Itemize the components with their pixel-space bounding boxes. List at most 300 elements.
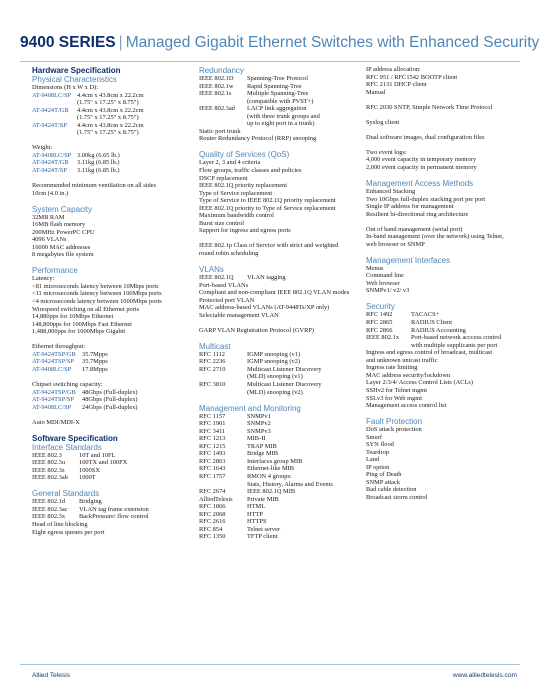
spec-line: 4,000 event capacity in temporary memory	[366, 156, 477, 164]
spec-key: RFC 1213	[199, 435, 226, 443]
spec-key: RFC 2710	[199, 365, 226, 373]
spec-value: 48Gbps (Full-duplex)	[82, 396, 138, 404]
spec-key	[199, 481, 247, 489]
spec-line: Two event logs:	[366, 148, 407, 156]
spec-line: SSHv2 for Telnet mgmt	[366, 386, 428, 394]
spec-key: RFC 854	[199, 525, 223, 533]
spec-key: RFC 1901	[199, 420, 226, 428]
spec-value: Telnet server	[247, 525, 281, 533]
spec-line: Ethernet throughput:	[32, 343, 86, 351]
spec-value: 35.7Mpps	[82, 350, 108, 358]
spacer	[32, 373, 182, 381]
spec-line: Eight egress queues per port	[32, 528, 105, 536]
spec-line: Burst size control	[199, 219, 245, 227]
redundancy-heading: Redundancy	[199, 66, 244, 75]
spec-key: RFC 1866	[199, 503, 226, 511]
spec-key: AT-9408LC/SP	[32, 403, 72, 411]
spec-row	[199, 435, 349, 443]
spec-row	[366, 342, 526, 350]
spec-row	[32, 498, 182, 506]
spec-line: Bad cable detection	[366, 486, 417, 494]
spec-row	[199, 274, 349, 282]
spec-row	[32, 396, 182, 404]
spec-value: 1000T	[79, 474, 96, 482]
spec-line: MAC address-based VLANs (AT-9448Ts/XP only)	[199, 304, 330, 312]
spacer	[199, 334, 349, 342]
dimension-imperial: (1.75" x 17.25" x 8.75")	[77, 114, 139, 122]
spec-key: IEEE 802.3ac	[32, 505, 68, 513]
spec-line: SNMP attack	[366, 478, 401, 486]
spec-line: Auto MDI/MDI-X	[32, 418, 80, 426]
spec-row	[32, 404, 182, 412]
spec-key	[199, 389, 247, 397]
spec-value: IGMP snooping (v1)	[247, 350, 301, 358]
spec-row	[32, 152, 182, 160]
spec-value: TFTP client	[247, 533, 278, 541]
spec-line: <81 microseconds latency between 10Mbps ports	[32, 282, 159, 290]
spec-key: IEEE 802.1s	[199, 90, 232, 98]
spec-value: 17.8Mpps	[82, 365, 108, 373]
header-rule	[20, 61, 520, 62]
page-header	[20, 34, 540, 58]
spec-key: IEEE 802.3ad	[199, 105, 235, 113]
spec-value: (MLD) snooping (v1)	[247, 373, 303, 381]
spec-line: Selectable management VLAN	[199, 311, 279, 319]
spec-key	[366, 342, 411, 350]
spec-key: RFC 1493	[199, 450, 226, 458]
spec-line: Router Redundancy Protocol (RRP) snooping	[199, 135, 317, 143]
spec-key: RFC 3810	[199, 381, 226, 388]
spec-key: AT-9408LC/SP	[32, 365, 72, 373]
spec-line: RFC 951 / RFC1542 BOOTP client	[366, 73, 458, 81]
spec-value: up to eight port in a trunk)	[247, 120, 315, 128]
spacer	[32, 99, 77, 107]
spacer	[366, 218, 526, 226]
spec-line: Weight:	[32, 144, 53, 152]
model-name: AT-9424T/SP	[32, 121, 67, 129]
spacer	[366, 171, 526, 179]
spec-row	[199, 351, 349, 359]
spec-value: (compatible with PVST+)	[247, 97, 314, 105]
spec-row	[199, 90, 349, 98]
spacer	[366, 295, 526, 303]
spec-key	[199, 120, 247, 128]
spec-value: LACP link aggregation	[247, 105, 307, 113]
spec-row	[199, 120, 349, 128]
spec-key: RFC 1215	[199, 442, 226, 450]
spec-key: AT-9424TSP/GB	[32, 388, 76, 396]
dimension-metric: 4.4cm x 43.8cm x 22.2cm	[77, 106, 144, 114]
spec-line: Command line	[366, 272, 404, 280]
spec-line: SNMPv1/ v2/ v3	[366, 287, 410, 295]
performance-heading: Performance	[32, 266, 78, 276]
dimension-imperial: (1.75" x 17.25" x 8.75")	[77, 129, 139, 137]
spec-line: Syslog client	[366, 118, 400, 126]
spec-value: SNMPv2	[247, 420, 271, 428]
spec-line: 148,800pps for 100Mbps Fast Ethernet	[32, 320, 132, 328]
spec-line: Wirespeed switching on all Ethernet ports	[32, 305, 140, 313]
spec-line: IEEE 802.1p Class of Service with strict and weighted	[199, 242, 339, 250]
spec-value: IEEE 802.1Q MIB	[247, 488, 296, 496]
spec-row	[199, 481, 349, 489]
spec-line: Type of Service to IEEE 802.1Q priority replacement	[199, 197, 336, 205]
spec-value: HTTPS	[247, 518, 267, 526]
spec-line: Single IP address for management	[366, 203, 454, 211]
spec-key: RFC 1350	[199, 533, 226, 541]
spec-line: Dimensions (H x W x D):	[32, 84, 98, 91]
spec-line: GARP VLAN Registration Protocol (GVRP)	[199, 326, 315, 334]
spec-row	[199, 511, 349, 519]
spacer	[32, 175, 182, 183]
spec-line: 200MHz PowerPC CPU	[32, 228, 95, 236]
spec-row	[199, 465, 349, 473]
spec-line: and unknown unicast traffic	[366, 356, 438, 364]
spec-value: Private MIB	[247, 495, 279, 503]
spec-key: RFC 1757	[199, 472, 226, 480]
qos-heading: Quality of Services (QoS)	[199, 150, 290, 160]
spacer	[199, 257, 349, 265]
spec-line: IP address allocation:	[366, 66, 421, 73]
spec-key: RFC 2068	[199, 510, 226, 518]
software-spec-heading: Software Specification	[32, 433, 118, 443]
spec-key: RFC 1492	[366, 311, 393, 319]
spec-row	[32, 506, 182, 514]
spec-line: Layer 2, 3 and 4 criteria	[199, 159, 261, 167]
spec-value: Multicast Listener Discovery	[247, 365, 322, 373]
spec-row	[199, 373, 349, 381]
spec-line: Menus	[366, 264, 384, 272]
spec-line: Resilient bi-directional ring architecture	[366, 210, 469, 218]
spec-line: Recommended minimum ventilation on all sides	[32, 182, 157, 190]
spec-line: <4 microseconds latency between 1000Mbps ports	[32, 298, 162, 306]
dimension-row	[32, 107, 182, 115]
spec-line: RFC 2131 DHCP client	[366, 81, 427, 89]
spec-key: RFC 2616	[199, 518, 226, 526]
spacer	[366, 141, 526, 149]
spec-key: RFC 2674	[199, 488, 226, 496]
column-right	[366, 66, 526, 502]
spec-value: Bridging	[79, 498, 102, 506]
spec-line: DoS attack protection	[366, 426, 422, 434]
spec-key: AT-9424T/GB	[32, 159, 69, 167]
spec-key: IEEE 802.3ab	[32, 474, 68, 482]
spec-row	[32, 389, 182, 397]
spec-line: Broadcast storm control	[366, 494, 428, 502]
spec-key: IEEE 802.3x	[32, 513, 66, 521]
spec-value: BackPressure/ flow control	[79, 513, 149, 521]
dimension-imperial: (1.75" x 17.25" x 8.75")	[77, 99, 139, 107]
dimension-metric: 4.4cm x 43.8cm x 22.2cm	[77, 91, 144, 99]
spec-row	[199, 526, 349, 534]
spec-line: web browser or SNMP	[366, 240, 425, 248]
spec-row	[199, 533, 349, 541]
spacer	[199, 235, 349, 243]
spec-row	[32, 167, 182, 175]
spec-line: Teardrop	[366, 448, 389, 456]
spec-line: Layer 2/3/4/ Access Control Lists (ACLs)	[366, 379, 474, 387]
spec-row	[199, 518, 349, 526]
spec-value: 100TX and 100FX	[79, 459, 128, 467]
spec-key: AT-9408LC/SP	[32, 151, 72, 159]
spec-value: 35.7Mpps	[82, 358, 108, 366]
spec-line: Protected port VLAN	[199, 296, 255, 304]
spec-value: Rapid Spanning-Tree	[247, 82, 302, 90]
spec-row	[199, 98, 349, 106]
spec-row	[199, 389, 349, 397]
spec-row	[32, 358, 182, 366]
spec-line: Land	[366, 456, 380, 464]
spacer	[366, 126, 526, 134]
series-subtitle: Managed Gigabit Ethernet Switches with Enhanced Security	[125, 34, 540, 51]
spec-value: Multicast Listener Discovery	[247, 381, 322, 388]
spec-key	[199, 373, 247, 381]
management-access-methods-heading: Management Access Methods	[366, 178, 474, 188]
spec-value: VLAN tag frame extension	[79, 505, 149, 513]
spec-value: HTTP	[247, 510, 263, 518]
spacer	[366, 248, 526, 256]
spec-row	[199, 420, 349, 428]
spec-line: Ingress rate limiting	[366, 364, 418, 372]
spec-key: RFC 2236	[199, 358, 226, 366]
spec-value: 3.11kg (6.85 lb.)	[77, 166, 120, 174]
spec-value: (MLD) snooping (v2)	[247, 388, 303, 396]
spacer	[199, 396, 349, 404]
title-separator: |	[118, 34, 123, 51]
spec-row	[199, 428, 349, 436]
spec-row	[199, 458, 349, 466]
spec-key: AlliedTelesis	[199, 495, 233, 503]
spec-row	[32, 452, 182, 460]
spec-row	[32, 513, 182, 521]
spec-row	[199, 473, 349, 481]
spec-value: HTML	[247, 503, 266, 511]
spec-value: IGMP snooping (v2)	[247, 358, 301, 366]
spacer	[32, 129, 77, 137]
spec-row	[199, 503, 349, 511]
spec-row	[366, 319, 526, 327]
spec-row	[199, 413, 349, 421]
spec-key: IEEE 802.1Q	[199, 273, 234, 281]
spec-line: Smurf	[366, 433, 382, 441]
spec-value: 48Gbps (Full-duplex)	[82, 388, 138, 396]
spec-row	[32, 459, 182, 467]
spacer	[366, 410, 526, 418]
model-name: AT-9408LC/SP	[32, 91, 72, 99]
column-left	[32, 66, 182, 536]
spec-line: Head of line blocking	[32, 521, 88, 529]
spec-line: Web browser	[366, 279, 400, 287]
spec-line: SSLv3 for Web mgmt	[366, 394, 422, 402]
spec-value: Spanning-Tree Protocol	[247, 75, 309, 82]
spacer	[366, 111, 526, 119]
spec-line: Out of band management (serial port)	[366, 225, 463, 233]
spec-line: 2,000 event capacity in permanent memory	[366, 163, 477, 171]
spec-key: RFC 1643	[199, 465, 226, 473]
spec-value: (with three trunk groups and	[247, 112, 320, 120]
spacer	[32, 259, 182, 267]
spec-value: RMON 4 groups:	[247, 472, 292, 480]
spec-key: RFC 2863	[199, 457, 226, 465]
spec-value: with multiple supplicants per port	[411, 341, 498, 349]
spec-row	[32, 366, 182, 374]
spec-row	[199, 488, 349, 496]
spec-key	[199, 113, 247, 121]
spec-line: DSCP replacement	[199, 174, 248, 182]
spec-line: 8 megabytes file system	[32, 251, 94, 259]
multicast-heading: Multicast	[199, 341, 231, 351]
column-middle	[199, 66, 349, 541]
spec-line: <11 microseconds latency between 100Mbps ports	[32, 290, 162, 298]
spec-value: 24Gbps (Full-duplex)	[82, 403, 138, 411]
spec-value: SNMPv1	[247, 412, 271, 420]
spacer	[32, 114, 77, 122]
spec-line: 14,880pps for 10Mbps Ethernet	[32, 313, 114, 321]
spec-key: AT-9424TSP/SP	[32, 358, 75, 366]
spec-value: Multiple Spanning-Tree	[247, 90, 309, 98]
spec-line: Latency:	[32, 275, 55, 283]
security-heading: Security	[366, 302, 395, 312]
hardware-spec-heading: Hardware Specification	[32, 66, 121, 75]
dimension-row	[32, 92, 182, 100]
spec-line: Dual software images, dual configuration files	[366, 133, 485, 141]
spec-line: Port-based VLANs	[199, 281, 249, 289]
spec-line: IEEE 802.1Q priority replacement	[199, 182, 288, 190]
spec-line: Management access control list	[366, 402, 447, 410]
footer-company: Allied Telesis	[32, 672, 70, 679]
footer-website: www.alliedtelesis.com	[452, 672, 517, 679]
spec-line: RFC 2030 SNTP, Simple Network Time Protocol	[366, 103, 493, 111]
spec-row	[199, 113, 349, 121]
spacer	[32, 411, 182, 419]
spec-value: MIB-II	[247, 435, 266, 443]
spec-row	[199, 358, 349, 366]
spec-value: Ethernet-like MIB	[247, 465, 295, 473]
interface-standards-heading: Interface Standards	[32, 442, 102, 452]
spec-key: IEEE 802.3z	[32, 466, 65, 474]
spec-row	[366, 334, 526, 342]
spec-line: Two 10Gbps full-duplex stacking port per port	[366, 195, 486, 203]
spec-key: IEEE 802.3u	[32, 459, 66, 467]
spec-key	[199, 98, 247, 106]
vlans-heading: VLANs	[199, 264, 224, 274]
spacer	[32, 336, 182, 344]
spec-value: RADIUS Client	[411, 319, 453, 327]
dimension-row	[32, 122, 182, 130]
spacer	[32, 197, 182, 205]
management-monitoring-heading: Management and Monitoring	[199, 403, 301, 413]
spec-line: Support for ingress and egress ports	[199, 227, 291, 235]
spec-line: Ingress and egress control of broadcast, multicast	[366, 349, 493, 357]
spec-key: RFC 2866	[366, 326, 393, 334]
spec-row	[199, 496, 349, 504]
spec-value: 10T and 10FL	[79, 451, 116, 459]
spec-key: RFC 2865	[366, 319, 393, 327]
spec-key: IEEE 802.1x	[366, 334, 400, 342]
spacer	[366, 96, 526, 104]
spec-row	[199, 105, 349, 113]
dimension-row-imperial	[32, 114, 182, 122]
spec-line: 4096 VLANs	[32, 236, 67, 244]
spec-row	[199, 450, 349, 458]
spacer	[32, 426, 182, 434]
spec-key: AT-9424TSP/SP	[32, 396, 75, 404]
spec-value: TACACS+	[411, 311, 440, 319]
dimension-metric: 4.4cm x 43.8cm x 22.2cm	[77, 121, 144, 129]
series-title: 9400 SERIES	[20, 34, 116, 51]
spec-line: 16MB flash memory	[32, 221, 86, 229]
spec-row	[32, 467, 182, 475]
fault-protection-heading: Fault Protection	[366, 417, 423, 427]
general-standards-heading: General Standards	[32, 489, 100, 499]
spacer	[32, 137, 182, 145]
spec-line: Type of Service replacement	[199, 189, 273, 197]
spec-value: Bridge MIB	[247, 450, 279, 458]
spec-line: Compliant and non-compliant IEEE 802.1Q VLAN modes	[199, 289, 350, 297]
spec-value: VLAN tagging	[247, 273, 286, 281]
spec-value: 1000SX	[79, 466, 100, 474]
spec-value: SNMPv3	[247, 427, 271, 435]
spec-row	[32, 159, 182, 167]
spec-row	[199, 366, 349, 374]
spec-value: 3.11kg (6.85 lb.)	[77, 159, 120, 167]
spec-line: MAC address security/lockdown	[366, 371, 451, 379]
spec-line: round robin scheduling	[199, 249, 259, 257]
spec-line: Static port trunk	[199, 127, 241, 135]
spec-value: Interfaces group MIB	[247, 457, 303, 465]
spec-key: RFC 1157	[199, 412, 226, 420]
spec-row	[366, 327, 526, 335]
spec-value: TRAP MIB	[247, 442, 277, 450]
spec-line: 32MB RAM	[32, 213, 65, 221]
footer-rule	[20, 664, 520, 665]
spec-row	[199, 75, 349, 83]
spec-row	[199, 381, 349, 389]
spec-key: RFC 1112	[199, 350, 225, 358]
dimension-row-imperial	[32, 129, 182, 137]
spec-line: 10cm (4.0 in.)	[32, 189, 69, 197]
spec-line: 16000 MAC addresses	[32, 243, 91, 251]
dimension-row-imperial	[32, 99, 182, 107]
spec-line: Manual	[366, 88, 386, 96]
spacer	[32, 482, 182, 490]
spec-key: IEEE 802.1d	[32, 498, 66, 506]
spec-row	[32, 351, 182, 359]
spec-row	[199, 83, 349, 91]
model-name: AT-9424T/GB	[32, 106, 69, 114]
spec-line: IEEE 802.1Q priority to Type of Service replacement	[199, 204, 336, 212]
spec-value: 3.00kg (6.65 lb.)	[77, 151, 120, 159]
spec-value: RADIUS Accounting	[411, 326, 466, 334]
spec-row	[32, 474, 182, 482]
spec-line: IP option	[366, 463, 390, 471]
spec-line: Ping of Death	[366, 471, 402, 479]
spec-line: 1,488,000pps for 1000Mbps Gigabit	[32, 328, 126, 336]
spec-key: AT-9424T/SP	[32, 166, 67, 174]
spec-row	[366, 311, 526, 319]
spacer	[199, 319, 349, 327]
system-capacity-heading: System Capacity	[32, 204, 93, 214]
spec-key: RFC 3411	[199, 427, 226, 435]
spec-key: IEEE 802.3	[32, 451, 62, 459]
spec-value: Stats, History, Alarms and Events	[247, 480, 333, 488]
spec-key: IEEE 802.1w	[199, 82, 234, 90]
spec-value: Port-based network acccess control	[411, 334, 502, 342]
spec-key: IEEE 802.1D	[199, 75, 234, 82]
spec-line: In-band management (over the network) using Telnet,	[366, 233, 504, 241]
spec-line: Maximum bandwidth control	[199, 212, 274, 220]
spacer	[199, 143, 349, 151]
spec-key: AT-9424TSP/GB	[32, 350, 76, 358]
